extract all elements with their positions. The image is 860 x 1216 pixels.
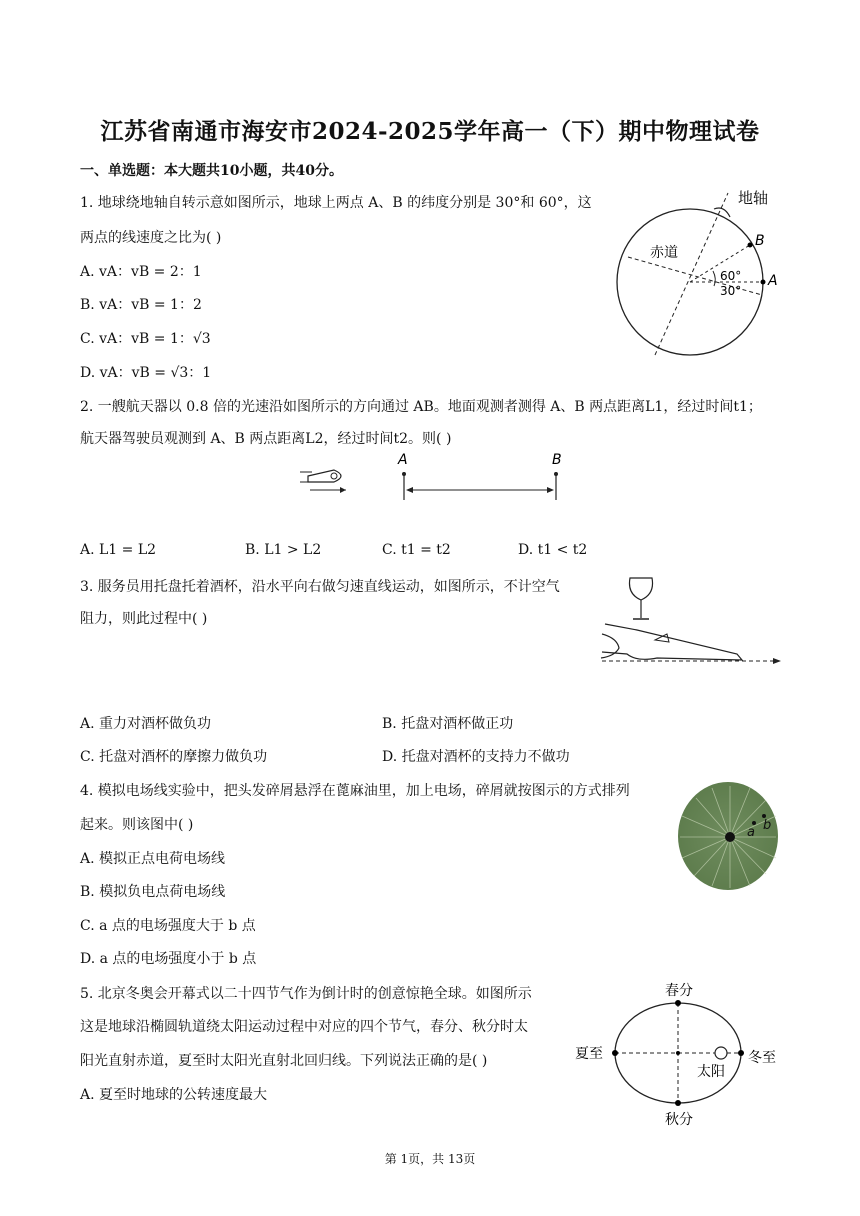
wine-glass-icon (629, 578, 652, 619)
angle-60-label: 60° (720, 269, 742, 283)
q1-stem-line2: 两点的线速度之比为( ) (80, 230, 222, 246)
q3-option-b: B. 托盘对酒杯做正功 (382, 716, 514, 732)
q3-stem-line1: 3. 服务员用托盘托着酒杯，沿水平向右做匀速直线运动，如图所示，不计空气 (80, 579, 560, 595)
winter-label: 冬至 (748, 1050, 776, 1066)
q2-option-a: A. L1 = L2 (80, 542, 157, 558)
summer-label: 夏至 (575, 1046, 603, 1062)
spacecraft-icon (300, 470, 341, 482)
q3-option-c: C. 托盘对酒杯的摩擦力做负功 (80, 749, 268, 765)
point-a-dot (761, 280, 766, 285)
angle-30-label: 30° (720, 284, 742, 298)
autumn-dot (675, 1100, 681, 1106)
waiter-tray-figure (597, 572, 787, 672)
orbit-figure (570, 978, 785, 1128)
q1-option-b: B. vA：vB = 1：2 (80, 297, 202, 313)
q3-stem-line2: 阻力，则此过程中( ) (80, 611, 208, 627)
q4-option-c: C. a 点的电场强度大于 b 点 (80, 918, 256, 934)
q5-stem-line2: 这是地球沿椭圆轨道绕太阳运动过程中对应的四个节气，春分、秋分时太 (80, 1019, 528, 1035)
earth-rotation-figure (610, 185, 790, 360)
q2-option-b: B. L1 > L2 (245, 542, 322, 558)
sun-icon (715, 1047, 727, 1059)
section-heading: 一、单选题：本大题共10小题，共40分。 (80, 163, 343, 179)
sun-label: 太阳 (697, 1064, 725, 1080)
motion-arrow-icon (773, 658, 781, 664)
point-b-label: b (763, 818, 772, 833)
winter-dot (738, 1050, 744, 1056)
q2-option-d: D. t1 < t2 (518, 542, 588, 558)
q1-stem-line1: 1. 地球绕地轴自转示意如图所示，地球上两点 A、B 的纬度分别是 30°和 60°，这 (80, 195, 592, 211)
q5-stem-line1: 5. 北京冬奥会开幕式以二十四节气作为倒计时的创意惊艳全球。如图所示 (80, 986, 532, 1002)
q1-option-d: D. vA：vB = √3：1 (80, 365, 212, 381)
rotation-arrow-icon (714, 208, 730, 217)
page-title: 江苏省南通市海安市2024-2025学年高一（下）期中物理试卷 (100, 118, 760, 145)
summer-dot (612, 1050, 618, 1056)
q3-option-d: D. 托盘对酒杯的支持力不做功 (382, 749, 570, 765)
page-footer: 第 1页，共 13页 (384, 1152, 476, 1166)
equator-line (628, 257, 762, 295)
electric-field-photo (676, 780, 780, 892)
equator-label: 赤道 (650, 245, 678, 261)
earth-axis-line (655, 193, 728, 355)
q4-option-d: D. a 点的电场强度小于 b 点 (80, 951, 257, 967)
q1-option-c: C. vA：vB = 1：√3 (80, 331, 211, 347)
spring-label: 春分 (665, 983, 693, 999)
q4-option-a: A. 模拟正点电荷电场线 (80, 851, 226, 867)
q3-option-a: A. 重力对酒杯做负功 (80, 716, 212, 732)
q5-stem-line3: 阳光直射赤道，夏至时太阳光直射北回归线。下列说法正确的是( ) (80, 1053, 488, 1069)
q2-stem-line2: 航天器驾驶员观测到 A、B 两点距离L2，经过时间t2。则( ) (80, 431, 452, 447)
point-charge (725, 832, 735, 842)
spring-dot (675, 1000, 681, 1006)
point-b-label: B (552, 452, 562, 468)
point-b-dot (748, 243, 753, 248)
q1-option-a: A. vA：vB = 2：1 (80, 264, 202, 280)
point-b-label: B (755, 233, 765, 249)
q4-stem-line1: 4. 模拟电场线实验中，把头发碎屑悬浮在蓖麻油里，加上电场，碎屑就按图示的方式排列 (80, 783, 630, 799)
axis-label: 地轴 (738, 189, 769, 207)
q4-option-b: B. 模拟负电点荷电场线 (80, 884, 226, 900)
point-a-label: A (768, 273, 778, 289)
point-a-label: a (747, 825, 755, 840)
q2-option-c: C. t1 = t2 (382, 542, 451, 558)
point-a-label: A (398, 452, 408, 468)
tray-and-hand-icon (601, 624, 742, 660)
center-dot (676, 1051, 680, 1055)
q2-stem-line1: 2. 一艘航天器以 0.8 倍的光速沿如图所示的方向通过 AB。地面观测者测得 A、B 两点距离L1，经过时间t1； (80, 399, 762, 415)
spacecraft-figure (290, 448, 580, 503)
autumn-label: 秋分 (665, 1112, 693, 1128)
q5-option-a: A. 夏至时地球的公转速度最大 (80, 1087, 268, 1103)
q4-stem-line2: 起来。则该图中( ) (80, 817, 194, 833)
